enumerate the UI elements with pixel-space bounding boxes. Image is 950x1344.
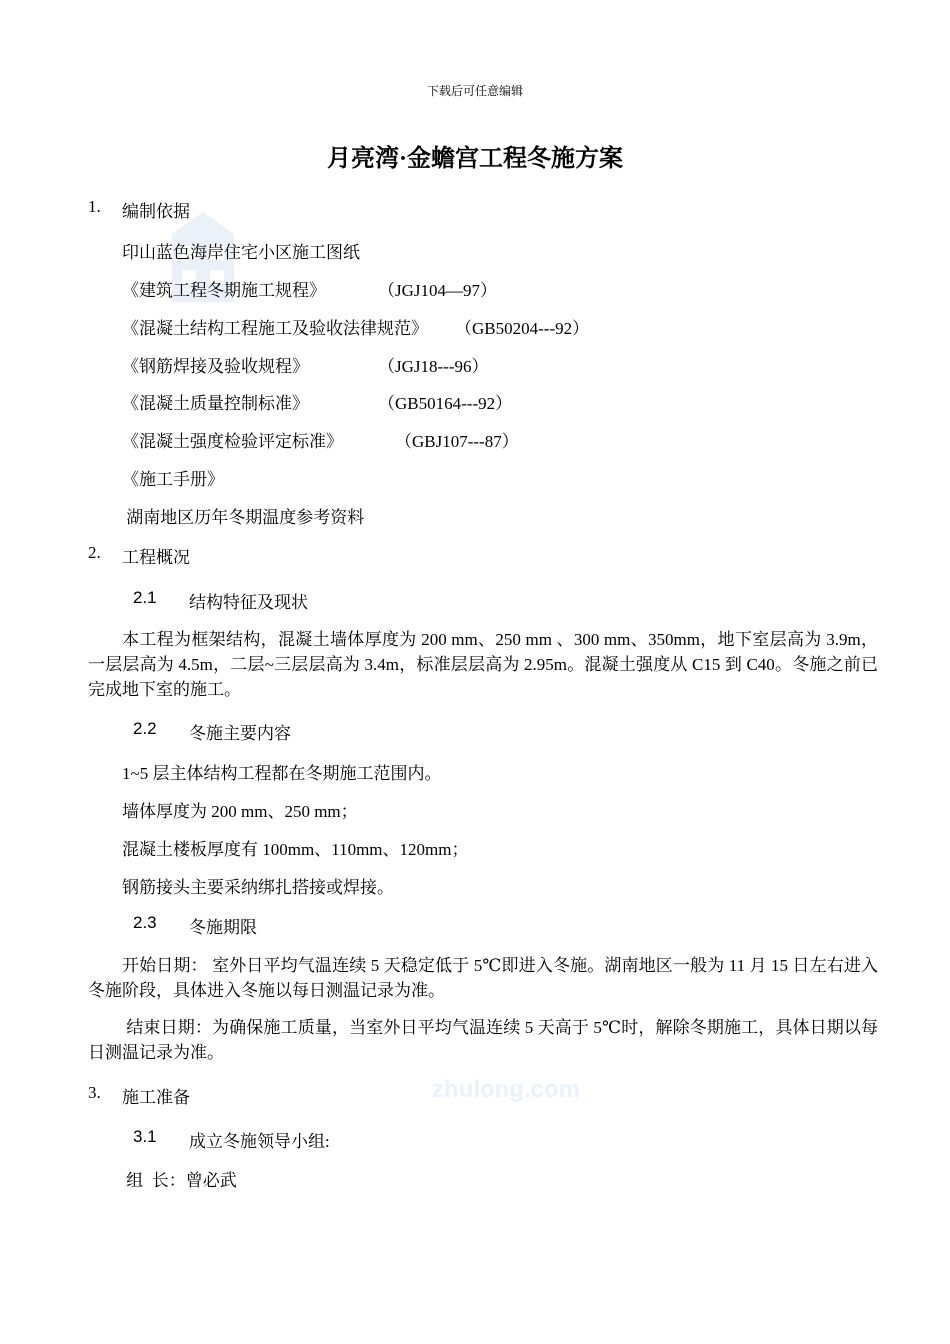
subsection-number: 3.1 (133, 1127, 157, 1146)
reference-name: 印山蓝色海岸住宅小区施工图纸 (122, 243, 360, 262)
subsection-2-2-heading (133, 719, 533, 743)
reference-item (122, 276, 822, 300)
subsection-title: 成立冬施领导小组: (189, 1132, 330, 1151)
reference-name: 《建筑工程冬期施工规程》 (122, 281, 326, 300)
reference-item (122, 238, 822, 262)
subsection-3-1-heading (133, 1127, 533, 1151)
header-note: 下载后可任意编辑 (426, 84, 523, 98)
subsection-number: 2.1 (133, 588, 157, 607)
reference-item (122, 427, 822, 451)
section-2-heading (88, 543, 488, 567)
reference-code: （GB50204---92） (455, 319, 590, 338)
section-title: 工程概况 (122, 548, 190, 567)
section-number: 1. (88, 197, 101, 216)
reference-name: 湖南地区历年冬期温度参考资料 (122, 508, 365, 527)
reference-item (122, 389, 822, 413)
section-3-heading (88, 1083, 488, 1107)
subsection-title: 冬施主要内容 (189, 724, 291, 743)
section-title: 施工准备 (122, 1088, 190, 1107)
list-item: 钢筋接头主要采纳绑扎搭接或焊接。 (122, 878, 394, 897)
reference-name: 《施工手册》 (122, 470, 224, 489)
section-1-heading (88, 197, 488, 221)
reference-item (122, 503, 822, 527)
reference-code: （GB50164---92） (378, 394, 513, 413)
reference-name: 《混凝土质量控制标准》 (122, 394, 309, 413)
paragraph-structure: 本工程为框架结构，混凝土墙体厚度为 200 mm、250 mm 、300 mm、350mm，地下室层高为 3.9m，一层层高为 4.5m，二层~三层层高为 3.4m，标准层层高为 2.95m。混凝土强度从 C15 到 C40。冬施之前已完成地下室的施工。 (88, 630, 878, 699)
reference-item (122, 465, 822, 489)
reference-name: 《混凝土结构工程施工及验收法律规范》 (122, 319, 428, 338)
team-leader-line: 组 长：曾必武 (122, 1171, 237, 1190)
list-item: 混凝土楼板厚度有 100mm、110mm、120mm； (122, 840, 469, 859)
subsection-number: 2.3 (133, 913, 157, 932)
subsection-2-1-heading (133, 588, 533, 612)
subsection-title: 结构特征及现状 (189, 593, 308, 612)
document-title: 月亮湾·金蟾宫工程冬施方案 (326, 146, 623, 172)
subsection-2-3-heading (133, 913, 533, 937)
section-number: 3. (88, 1083, 101, 1102)
paragraph-start-date: 开始日期： 室外日平均气温连续 5 天稳定低于 5℃即进入冬施。湖南地区一般为 11 月 15 日左右进入冬施阶段，具体进入冬施以每日测温记录为准。 (88, 956, 878, 1000)
watermark-text: zhulong.com (432, 1076, 580, 1103)
reference-code: （GBJ107---87） (395, 432, 519, 451)
list-item: 1~5 层主体结构工程都在冬期施工范围内。 (122, 764, 442, 783)
list-item: 墙体厚度为 200 mm、250 mm； (122, 802, 358, 821)
reference-code: （JGJ18---96） (378, 357, 489, 376)
reference-item (122, 314, 822, 338)
paragraph-end-date: 结束日期：为确保施工质量，当室外日平均气温连续 5 天高于 5℃时，解除冬期施工，具体日期以每日测温记录为准。 (88, 1018, 879, 1062)
reference-name: 《混凝土强度检验评定标准》 (122, 432, 343, 451)
reference-item (122, 352, 822, 376)
reference-code: （JGJ104—97） (378, 281, 498, 300)
subsection-title: 冬施期限 (189, 918, 257, 937)
section-title: 编制依据 (122, 202, 190, 221)
subsection-number: 2.2 (133, 719, 157, 738)
section-number: 2. (88, 543, 101, 562)
reference-name: 《钢筋焊接及验收规程》 (122, 357, 309, 376)
